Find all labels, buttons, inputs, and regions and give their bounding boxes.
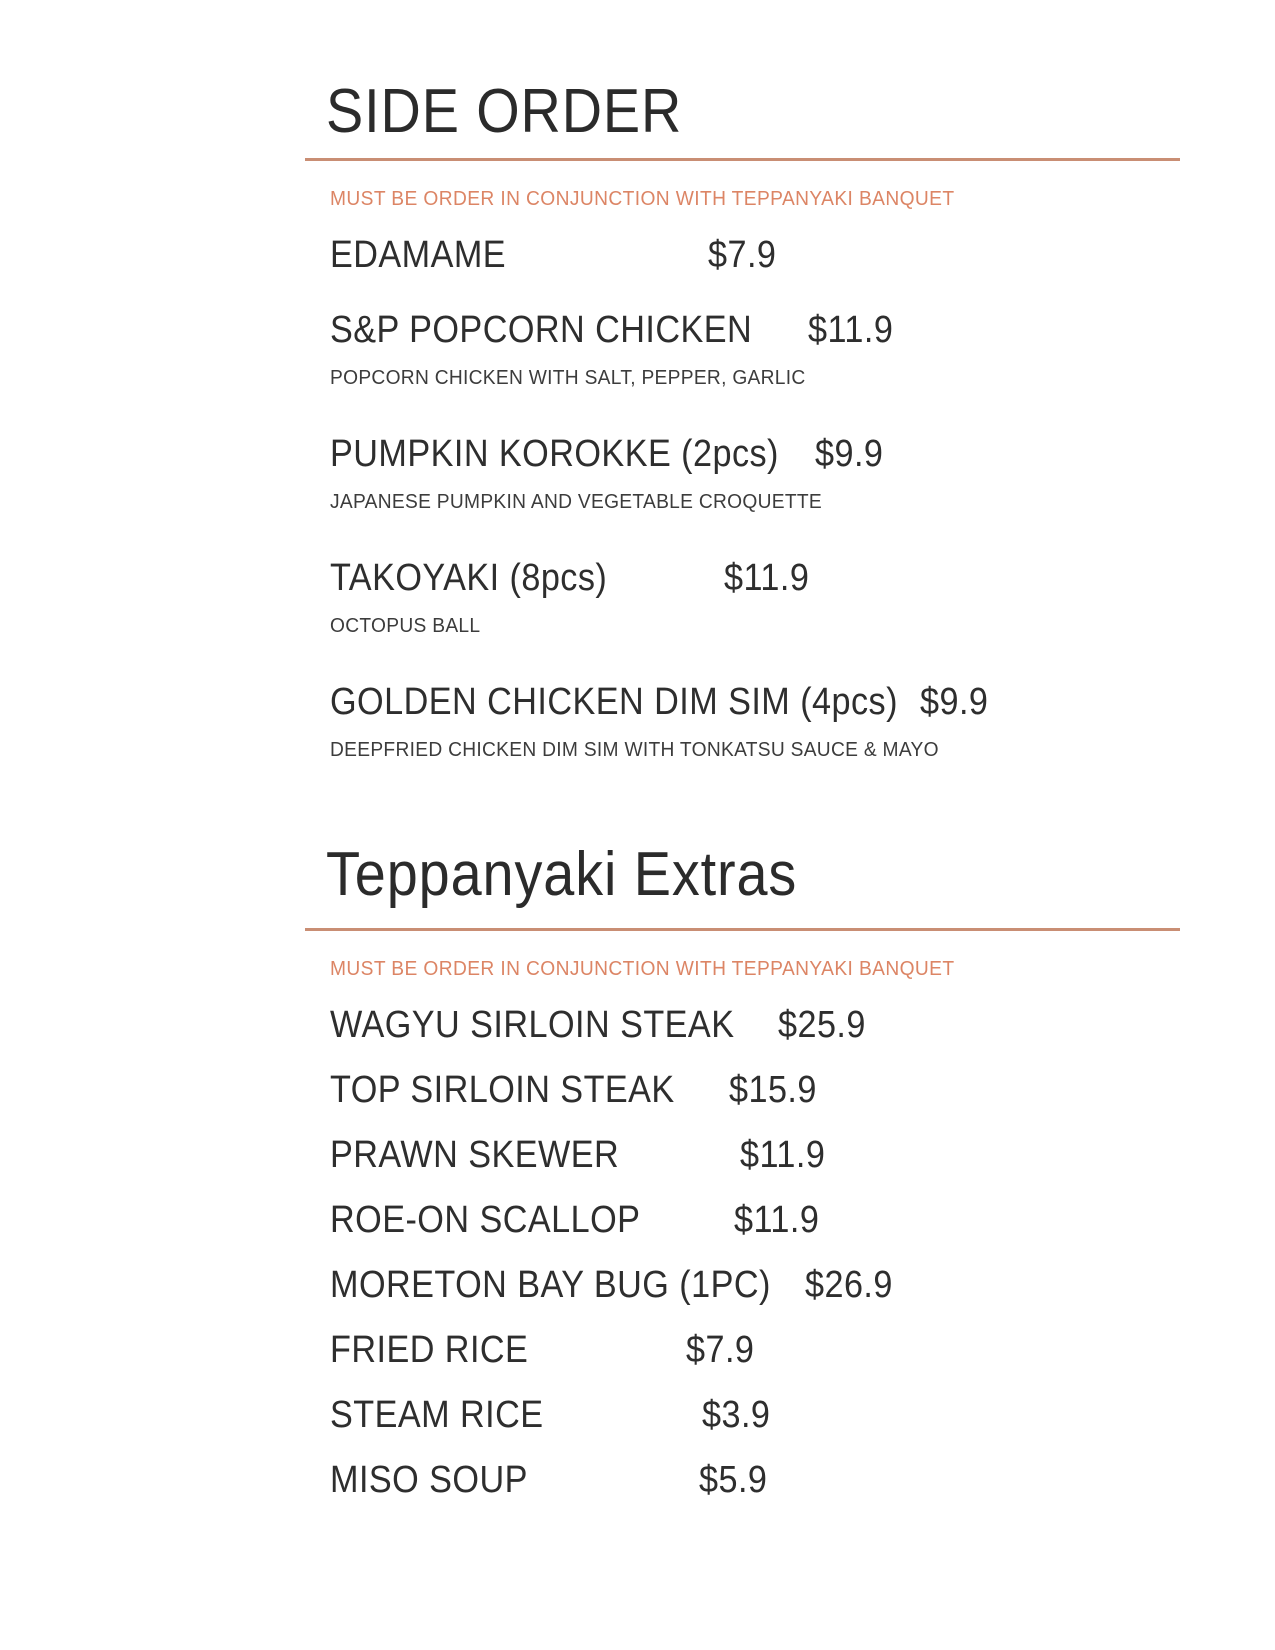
item-description: DEEPFRIED CHICKEN DIM SIM WITH TONKATSU SAUCE & MAYO [330, 739, 939, 761]
section-title-side-order: SIDE ORDER [326, 77, 683, 146]
item-price: $11.9 [734, 1199, 820, 1241]
menu-item-miso-soup [330, 1459, 768, 1503]
item-price: $3.9 [702, 1394, 771, 1436]
item-name: TOP SIRLOIN STEAK [330, 1069, 675, 1111]
item-name: ROE-ON SCALLOP [330, 1199, 641, 1241]
menu-item-pumpkin-korokke [330, 433, 884, 477]
item-name: STEAM RICE [330, 1394, 544, 1436]
item-name: GOLDEN CHICKEN DIM SIM (4pcs) [330, 681, 898, 723]
menu-item-moreton-bay-bug [330, 1264, 893, 1308]
menu-item-wagyu-sirloin-steak [330, 1004, 866, 1048]
item-description: OCTOPUS BALL [330, 615, 481, 637]
accent-divider [305, 158, 1180, 161]
item-name: S&P POPCORN CHICKEN [330, 309, 753, 351]
section-title-teppanyaki-extras: Teppanyaki Extras [326, 840, 798, 909]
item-price: $7.9 [686, 1329, 755, 1371]
menu-item-steam-rice [330, 1394, 771, 1438]
section-note: MUST BE ORDER IN CONJUNCTION WITH TEPPANYAKI BANQUET [330, 958, 955, 980]
menu-item-prawn-skewer [330, 1134, 826, 1178]
item-price: $5.9 [699, 1459, 768, 1501]
item-name: PRAWN SKEWER [330, 1134, 620, 1176]
menu-item-top-sirloin-steak [330, 1069, 817, 1113]
item-price: $9.9 [920, 681, 989, 723]
menu-item-golden-chicken-dim-sim [330, 681, 989, 725]
item-name: MORETON BAY BUG (1PC) [330, 1264, 771, 1306]
item-name: PUMPKIN KOROKKE (2pcs) [330, 433, 779, 475]
item-name: WAGYU SIRLOIN STEAK [330, 1004, 735, 1046]
item-description: POPCORN CHICKEN WITH SALT, PEPPER, GARLIC [330, 367, 806, 389]
item-price: $15.9 [729, 1069, 817, 1111]
item-price: $26.9 [805, 1264, 893, 1306]
item-price: $11.9 [740, 1134, 826, 1176]
item-price: $9.9 [815, 433, 884, 475]
menu-item-fried-rice [330, 1329, 755, 1373]
item-price: $11.9 [724, 557, 810, 599]
item-name: MISO SOUP [330, 1459, 528, 1501]
item-name: FRIED RICE [330, 1329, 529, 1371]
menu-item-roe-on-scallop [330, 1199, 820, 1243]
item-price: $7.9 [708, 234, 777, 276]
item-name: TAKOYAKI (8pcs) [330, 557, 608, 599]
item-description: JAPANESE PUMPKIN AND VEGETABLE CROQUETTE [330, 491, 822, 513]
menu-item-takoyaki [330, 557, 810, 601]
item-price: $25.9 [778, 1004, 866, 1046]
accent-divider [305, 928, 1180, 931]
item-price: $11.9 [808, 309, 894, 351]
menu-item-edamame [330, 234, 777, 278]
section-note: MUST BE ORDER IN CONJUNCTION WITH TEPPANYAKI BANQUET [330, 188, 955, 210]
item-name: EDAMAME [330, 234, 507, 276]
menu-item-sp-popcorn-chicken [330, 309, 894, 353]
